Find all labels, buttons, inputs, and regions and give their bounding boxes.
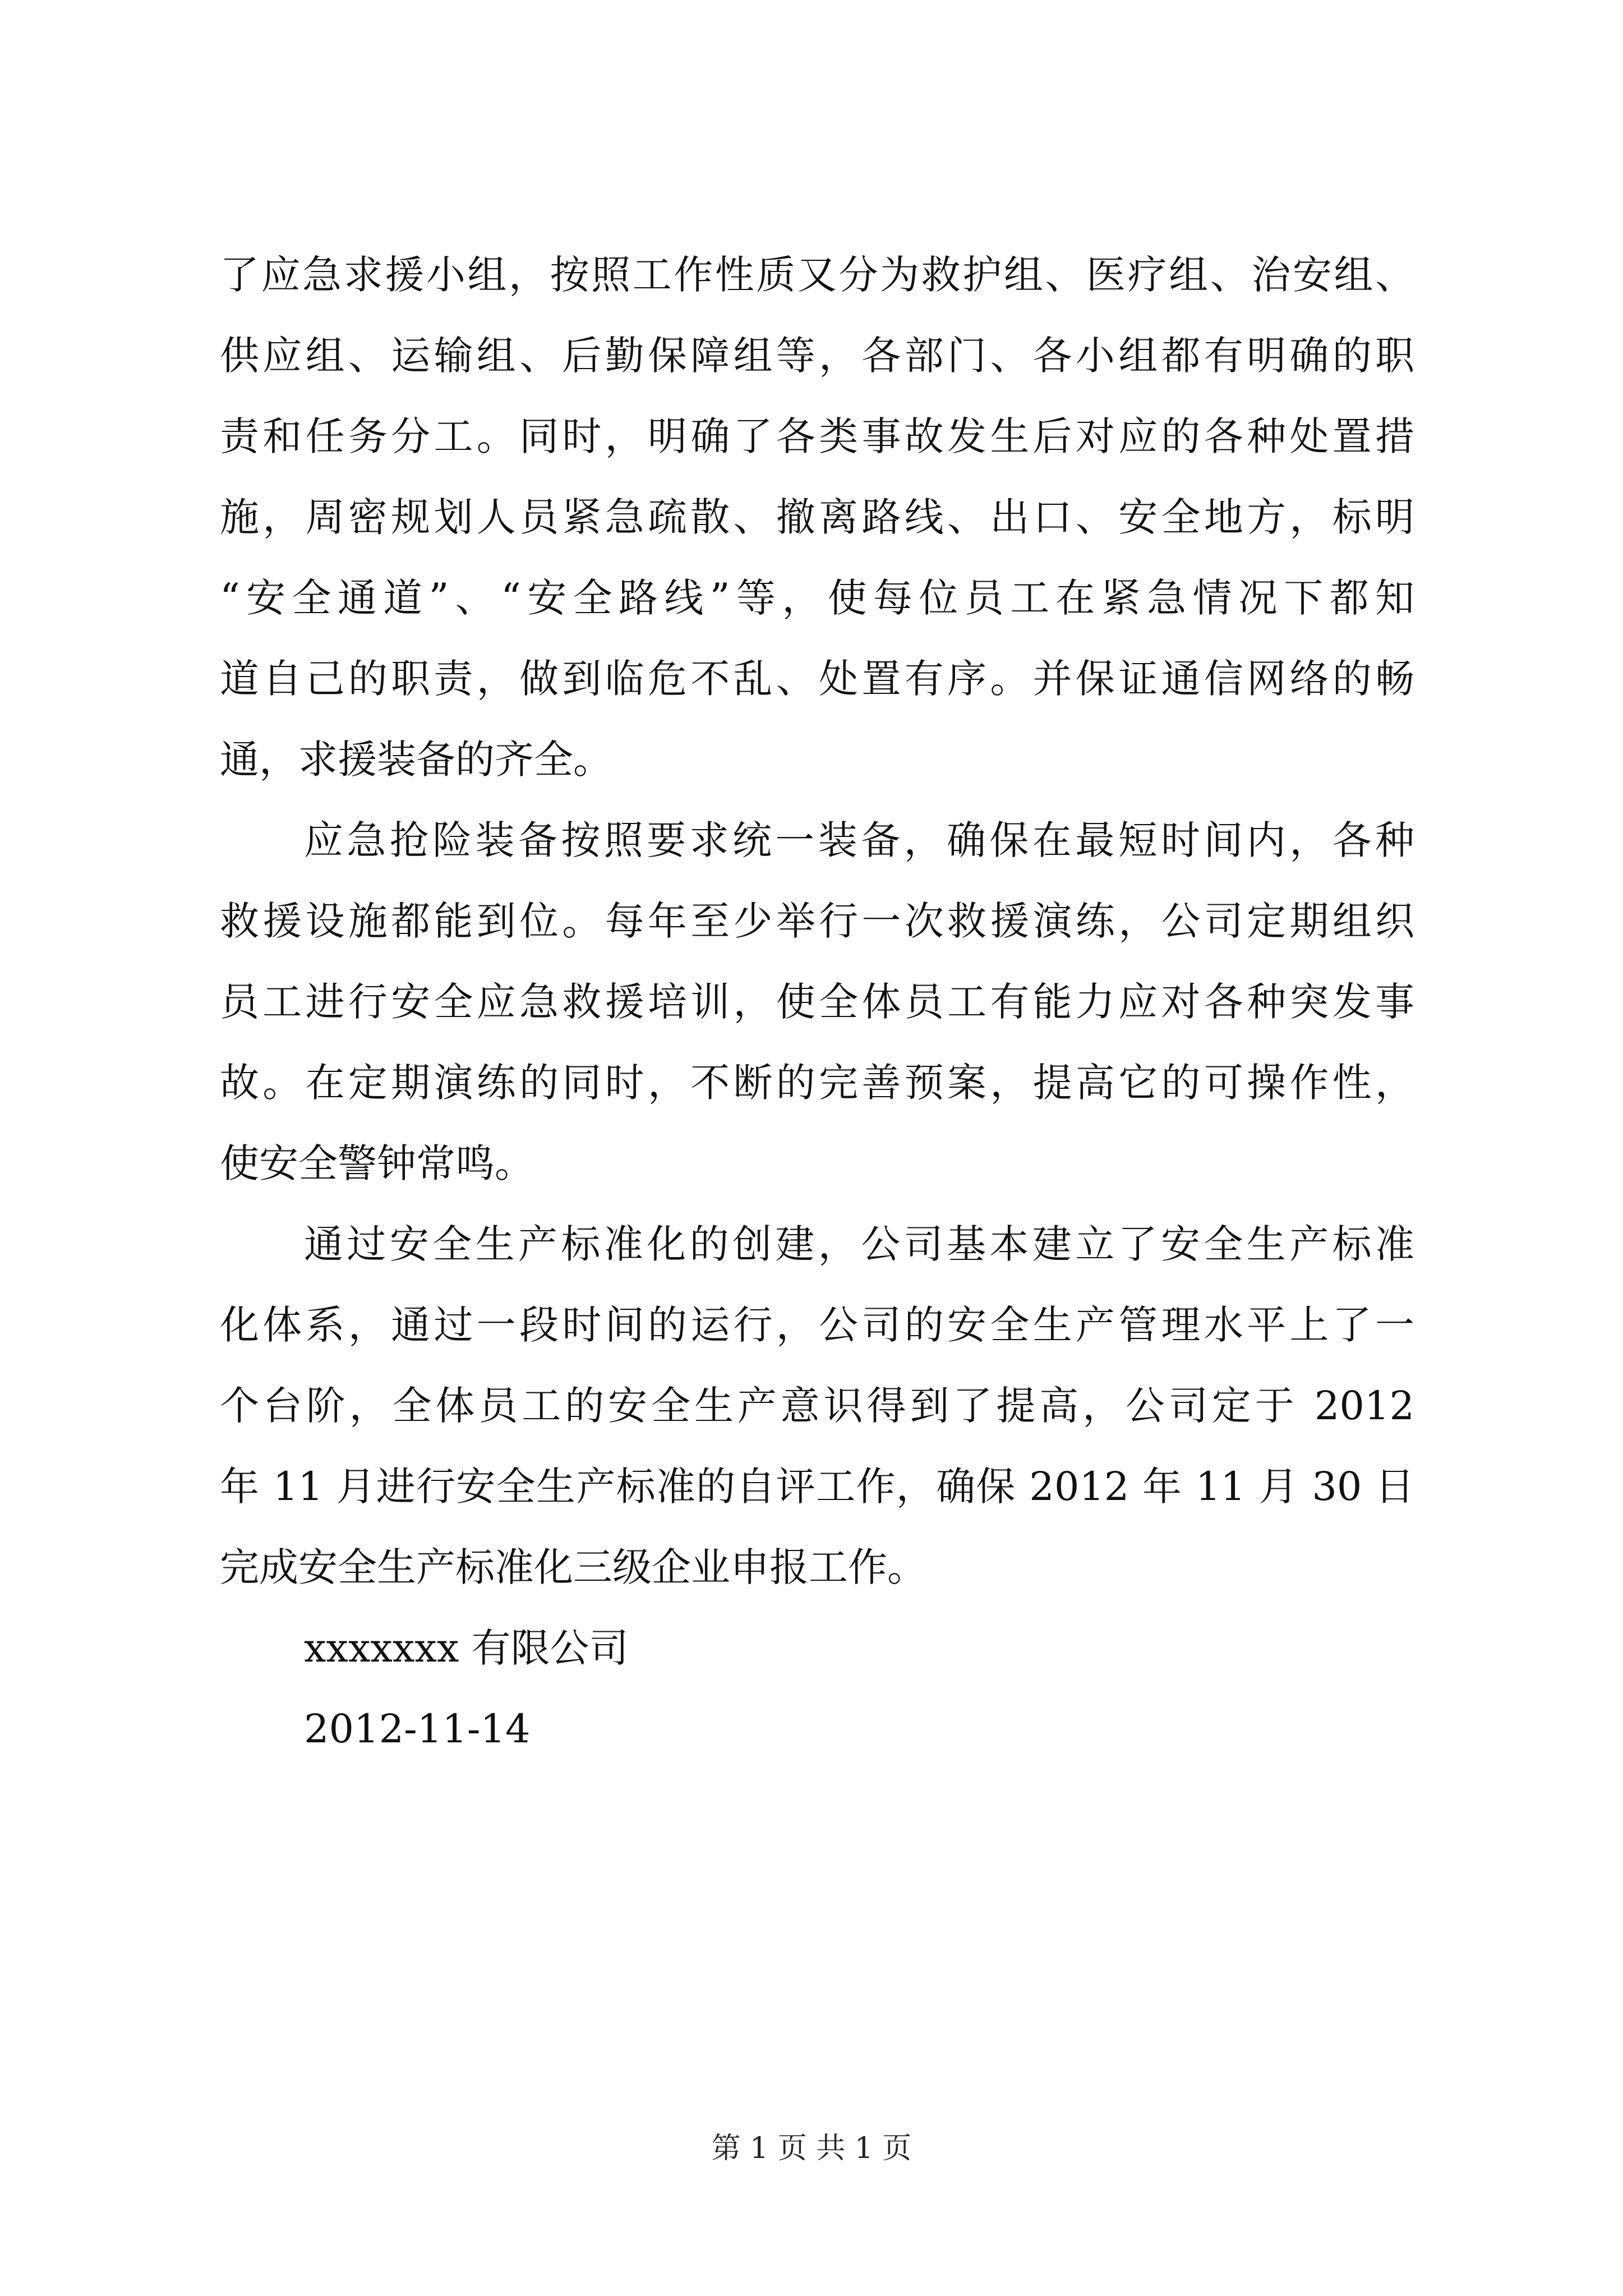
paragraph-2-line-5: 使安全警钟常鸣。	[220, 1140, 534, 1186]
paragraph-1-line-2: 供应组、运输组、后勤保障组等，各部门、各小组都有明确的职	[220, 333, 1414, 379]
paragraph-3-line-3: 个台阶，全体员工的安全生产意识得到了提高，公司定于 2012	[220, 1383, 1414, 1429]
paragraph-2-line-1: 应急抢险装备按照要求统一装备，确保在最短时间内，各种	[304, 817, 1414, 863]
signature-date: 2012-11-14	[304, 1706, 531, 1752]
signature-company: xxxxxxx 有限公司	[304, 1625, 629, 1671]
paragraph-1-line-6: 道自己的职责，做到临危不乱、处置有序。并保证通信网络的畅	[220, 656, 1414, 702]
paragraph-3-line-5: 完成安全生产标准化三级企业申报工作。	[220, 1544, 926, 1590]
paragraph-3-line-1: 通过安全生产标准化的创建，公司基本建立了安全生产标准	[304, 1221, 1414, 1267]
paragraph-1-line-5: “安全通道”、“安全路线”等，使每位员工在紧急情况下都知	[220, 575, 1414, 621]
paragraph-2-line-4: 故。在定期演练的同时，不断的完善预案，提高它的可操作性，	[220, 1060, 1414, 1106]
paragraph-1-line-4: 施，周密规划人员紧急疏散、撤离路线、出口、安全地方，标明	[220, 494, 1414, 540]
paragraph-3-line-2: 化体系，通过一段时间的运行，公司的安全生产管理水平上了一	[220, 1302, 1414, 1348]
page-footer: 第 1 页 共 1 页	[711, 2132, 912, 2165]
paragraph-2-line-2: 救援设施都能到位。每年至少举行一次救援演练，公司定期组织	[220, 898, 1414, 944]
paragraph-2-line-3: 员工进行安全应急救援培训，使全体员工有能力应对各种突发事	[220, 979, 1414, 1025]
paragraph-1-line-3: 责和任务分工。同时，明确了各类事故发生后对应的各种处置措	[220, 413, 1414, 459]
paragraph-3-line-4: 年 11 月进行安全生产标准的自评工作，确保 2012 年 11 月 30 日	[220, 1464, 1414, 1510]
paragraph-1-line-1: 了应急求援小组，按照工作性质又分为救护组、医疗组、治安组、	[220, 252, 1414, 298]
paragraph-1-line-7: 通，求援装备的齐全。	[220, 737, 612, 783]
